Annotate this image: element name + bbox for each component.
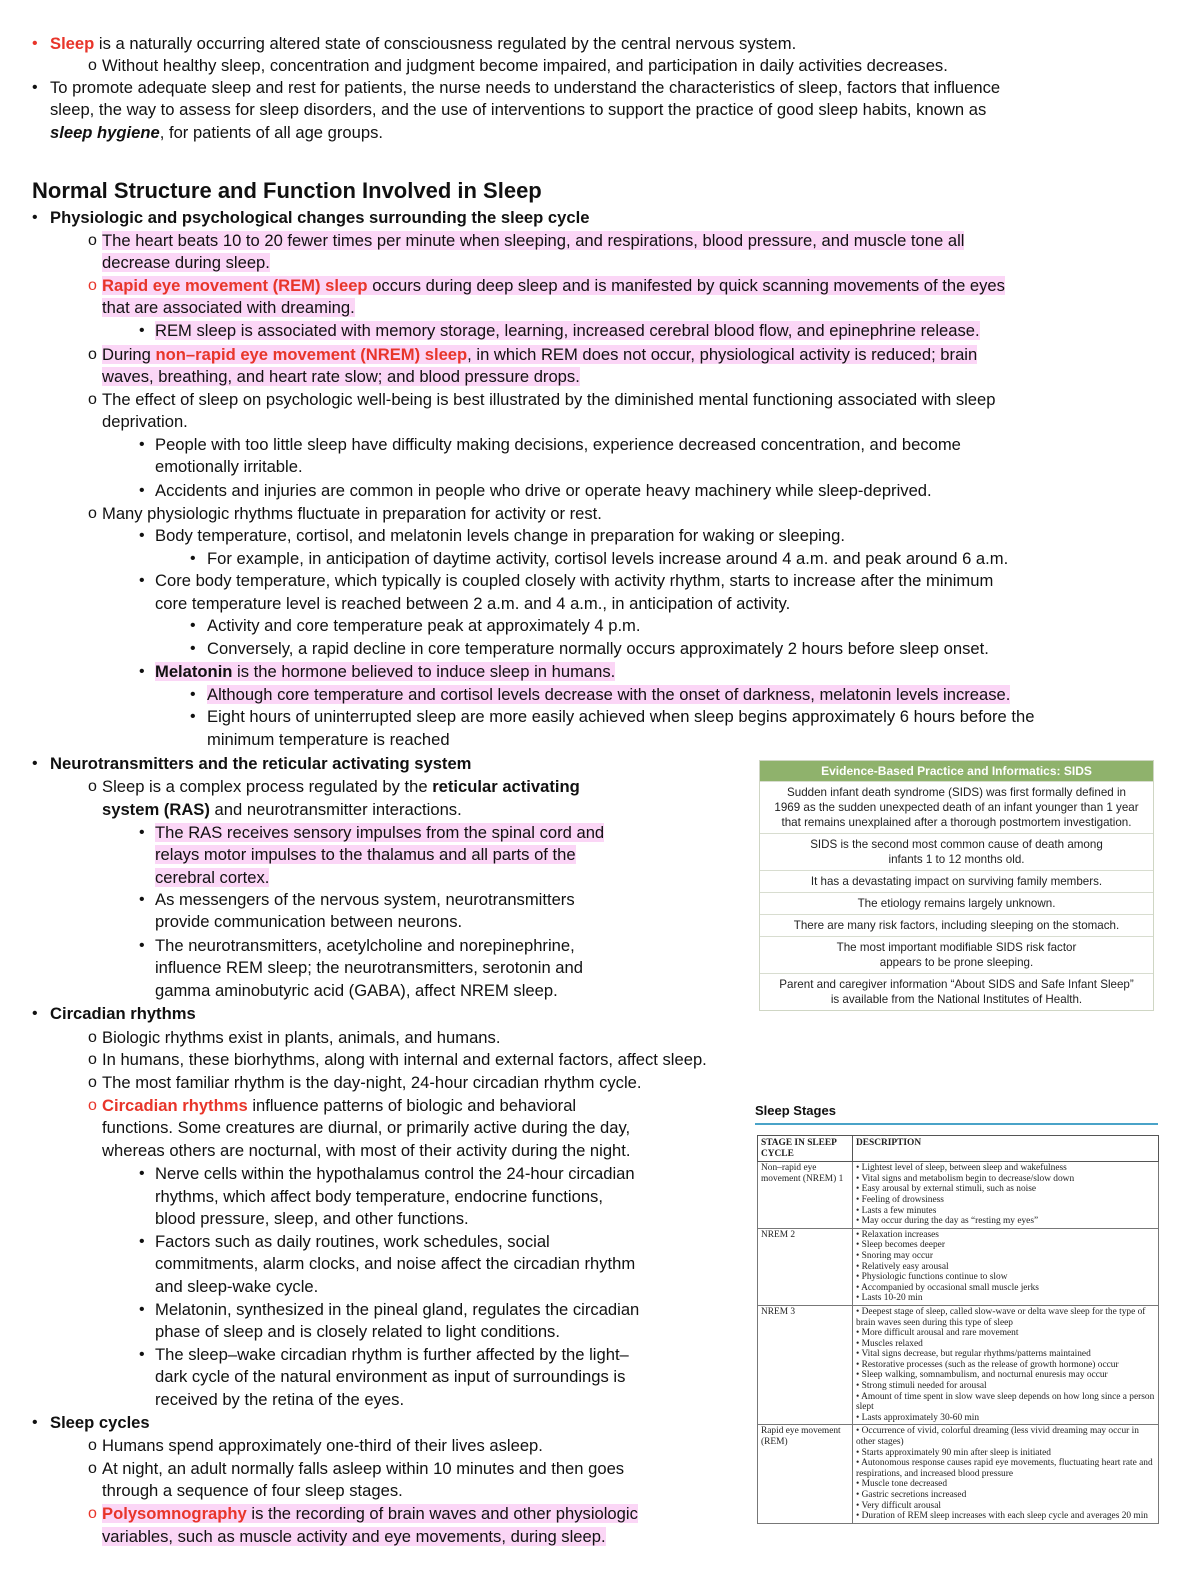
description-cell: [853, 1305, 1159, 1425]
point-line: core temperature level is reached between 2 a.m. and 4 a.m., in anticipation of activity.: [155, 594, 791, 613]
point-line: Many physiologic rhythms fluctuate in preparation for activity or rest.: [102, 504, 602, 523]
list-item: • Sleep becomes deeper: [856, 1240, 1155, 1251]
stage-cell: Rapid eye movement (REM): [758, 1425, 853, 1523]
bullet: •: [139, 1346, 145, 1363]
point-line: Core body temperature, which typically is coupled closely with activity rhythm, starts to increase after the minimum: [155, 571, 994, 590]
stage-cell: NREM 3: [758, 1305, 853, 1425]
intro-sub-point: Without healthy sleep, concentration and judgment become impaired, and participation in daily activities decreases.: [102, 56, 948, 75]
list-item: • Physiologic functions continue to slow: [856, 1272, 1155, 1283]
list-item: • Amount of time spent in slow wave sleep depends on how long since a person slept: [856, 1392, 1155, 1413]
stage-cell: NREM 2: [758, 1228, 853, 1305]
point-line: whereas others are nocturnal, with most of their activity during the night.: [102, 1141, 631, 1160]
bullet: o: [88, 1097, 97, 1114]
point-line: Sleep is a complex process regulated by the reticular activating: [102, 777, 580, 796]
stage-cell: Non–rapid eye movement (NREM) 1: [758, 1162, 853, 1229]
point-line: As messengers of the nervous system, neurotransmitters: [155, 890, 575, 909]
bullet: •: [139, 572, 145, 589]
table-row: [758, 1305, 1159, 1425]
bullet: o: [88, 1460, 97, 1477]
bullet: •: [32, 1005, 38, 1022]
description-cell: [853, 1162, 1159, 1229]
bullet: •: [139, 1165, 145, 1182]
list-item: • May occur during the day as “resting my eyes”: [856, 1216, 1155, 1227]
point-line: through a sequence of four sleep stages.: [102, 1481, 403, 1500]
point-line: Factors such as daily routines, work schedules, social: [155, 1232, 550, 1251]
point-line: emotionally irritable.: [155, 457, 303, 476]
point-line: provide communication between neurons.: [155, 912, 463, 931]
sids-row-line: The most important modifiable SIDS risk factor: [836, 941, 1077, 954]
bullet: o: [88, 277, 97, 294]
point-line: The RAS receives sensory impulses from the spinal cord and: [155, 823, 605, 842]
point-line: The heart beats 10 to 20 fewer times per minute when sleeping, and respirations, blood pressure, and muscle tone all: [102, 231, 965, 250]
point-line: Melatonin is the hormone believed to induce sleep in humans.: [155, 662, 616, 681]
list-item: • Strong stimuli needed for arousal: [856, 1381, 1155, 1392]
sids-box-row: [760, 936, 1153, 973]
sids-box-title: Evidence-Based Practice and Informatics: SIDS: [760, 761, 1153, 781]
point-line: Although core temperature and cortisol levels decrease with the onset of darkness, melatonin levels increase.: [207, 685, 1011, 704]
list-item: • Very difficult arousal: [856, 1501, 1155, 1512]
sids-box-row: [760, 973, 1153, 1010]
point-line: deprivation.: [102, 412, 188, 431]
topic-title: Sleep cycles: [50, 1413, 150, 1432]
point-line: blood pressure, sleep, and other functions.: [155, 1209, 469, 1228]
list-item: • Deepest stage of sleep, called slow-wave or delta wave sleep for the type of brain waves seen during this type of sleep: [856, 1307, 1155, 1328]
point-line: Nerve cells within the hypothalamus control the 24-hour circadian: [155, 1164, 635, 1183]
sids-box-row: [760, 781, 1153, 833]
point-line: functions. Some creatures are diurnal, or primarily active during the day,: [102, 1118, 631, 1137]
point-line: Circadian rhythms influence patterns of biologic and behavioral: [102, 1096, 577, 1115]
list-item: • Occurrence of vivid, colorful dreaming (less vivid dreaming may occur in other stages): [856, 1426, 1155, 1447]
topic-title: Neurotransmitters and the reticular activating system: [50, 754, 472, 773]
point-line: The neurotransmitters, acetylcholine and norepinephrine,: [155, 936, 575, 955]
bullet: o: [88, 1051, 97, 1068]
list-item: • Sleep walking, somnambulism, and nocturnal enuresis may occur: [856, 1370, 1155, 1381]
point-line: decrease during sleep.: [102, 253, 270, 272]
list-item: • Lasts 10-20 min: [856, 1293, 1155, 1304]
bullet: •: [32, 79, 38, 96]
list-item: • Duration of REM sleep increases with each sleep cycle and averages 20 min: [856, 1511, 1155, 1522]
point-line: The effect of sleep on psychologic well-being is best illustrated by the diminished mental functioning associated with sleep: [102, 390, 996, 409]
point-line: Humans spend approximately one-third of their lives asleep.: [102, 1436, 543, 1455]
sleep-stages-title: Sleep Stages: [755, 1103, 836, 1118]
list-item: • Lasts a few minutes: [856, 1206, 1155, 1217]
list-item: • Vital signs decrease, but regular rhythms/patterns maintained: [856, 1349, 1155, 1360]
bullet: •: [139, 322, 145, 339]
list-item: • More difficult arousal and rare movement: [856, 1328, 1155, 1339]
table-row: [758, 1162, 1159, 1229]
list-item: • Muscle tone decreased: [856, 1479, 1155, 1490]
bullet: o: [88, 1505, 97, 1522]
point-line: waves, breathing, and heart rate slow; and blood pressure drops.: [102, 367, 580, 386]
point-line: Melatonin, synthesized in the pineal gland, regulates the circadian: [155, 1300, 640, 1319]
list-item: • Feeling of drowsiness: [856, 1195, 1155, 1206]
description-cell: [853, 1425, 1159, 1523]
list-item: • Restorative processes (such as the release of growth hormone) occur: [856, 1360, 1155, 1371]
sids-row-line: infants 1 to 12 months old.: [888, 853, 1025, 866]
sids-row-line: Sudden infant death syndrome (SIDS) was first formally defined in: [787, 786, 1126, 799]
bullet: •: [190, 708, 196, 725]
bullet: o: [88, 1074, 97, 1091]
point-line: cerebral cortex.: [155, 868, 270, 887]
bullet: •: [139, 436, 145, 453]
sids-row-line: There are many risk factors, including sleeping on the stomach.: [793, 919, 1120, 932]
bullet: •: [139, 891, 145, 908]
list-item: • Lightest level of sleep, between sleep and wakefulness: [856, 1163, 1155, 1174]
bullet: •: [139, 937, 145, 954]
point-line: For example, in anticipation of daytime activity, cortisol levels increase around 4 a.m. and peak around 6 a.m.: [207, 549, 1009, 568]
bullet: •: [32, 755, 38, 772]
list-item: • Starts approximately 90 min after sleep is initiated: [856, 1448, 1155, 1459]
sids-box-row: [760, 870, 1153, 892]
point-line: Activity and core temperature peak at approximately 4 p.m.: [207, 616, 641, 635]
list-item: • Relatively easy arousal: [856, 1262, 1155, 1273]
point-line: Eight hours of uninterrupted sleep are more easily achieved when sleep begins approximately 6 hours before the: [207, 707, 1035, 726]
sids-box-rows: [760, 781, 1153, 1010]
sids-evidence-box: [759, 760, 1154, 1011]
bullet: •: [139, 824, 145, 841]
point-line: gamma aminobutyric acid (GABA), affect NREM sleep.: [155, 981, 558, 1000]
list-item: • Gastric secretions increased: [856, 1490, 1155, 1501]
intro-paragraph: Sleep is a naturally occurring altered state of consciousness regulated by the central nervous system.: [50, 34, 797, 53]
sleep-stages-rule: [755, 1123, 1158, 1125]
sids-row-line: Parent and caregiver information “About SIDS and Safe Infant Sleep”: [779, 978, 1134, 991]
point-line: During non–rapid eye movement (NREM) sleep, in which REM does not occur, physiological activity is reduced; brain: [102, 345, 978, 364]
point-line: At night, an adult normally falls asleep within 10 minutes and then goes: [102, 1459, 625, 1478]
point-line: The sleep–wake circadian rhythm is further affected by the light–: [155, 1345, 629, 1364]
bullet: o: [88, 505, 97, 522]
bullet: •: [190, 640, 196, 657]
bullet: •: [139, 663, 145, 680]
list-item: • Vital signs and metabolism begin to decrease/slow down: [856, 1174, 1155, 1185]
point-line: People with too little sleep have difficulty making decisions, experience decreased concentration, and become: [155, 435, 961, 454]
bullet: •: [139, 482, 145, 499]
point-line: The most familiar rhythm is the day-night, 24-hour circadian rhythm cycle.: [102, 1073, 642, 1092]
sids-row-line: SIDS is the second most common cause of death among: [810, 838, 1103, 851]
point-line: Rapid eye movement (REM) sleep occurs during deep sleep and is manifested by quick scanning movements of the eyes: [102, 276, 1005, 295]
bullet: •: [139, 1233, 145, 1250]
point-line: Conversely, a rapid decline in core temperature normally occurs approximately 2 hours before sleep onset.: [207, 639, 989, 658]
bullet: •: [32, 209, 38, 226]
section-heading: Normal Structure and Function Involved in Sleep: [32, 178, 542, 203]
sleep-stages-table: [757, 1135, 1159, 1524]
list-item: • Snoring may occur: [856, 1251, 1155, 1262]
sids-row-line: appears to be prone sleeping.: [879, 956, 1034, 969]
point-line: Accidents and injuries are common in people who drive or operate heavy machinery while sleep-deprived.: [155, 481, 932, 500]
point-line: Polysomnography is the recording of brain waves and other physiologic: [102, 1504, 638, 1523]
column-header: DESCRIPTION: [853, 1136, 1159, 1162]
list-item: • Easy arousal by external stimuli, such as noise: [856, 1184, 1155, 1195]
list-item: • Autonomous response causes rapid eye movements, fluctuating heart rate and respirations, and increased blood pressure: [856, 1458, 1155, 1479]
list-item: • Lasts approximately 30-60 min: [856, 1413, 1155, 1424]
point-line: variables, such as muscle activity and eye movements, during sleep.: [102, 1527, 606, 1546]
bullet: o: [88, 57, 97, 74]
bullet: •: [190, 686, 196, 703]
bullet: •: [190, 550, 196, 567]
point-line: REM sleep is associated with memory storage, learning, increased cerebral blood flow, and epinephrine release.: [155, 321, 980, 340]
sids-row-line: It has a devastating impact on surviving family members.: [810, 875, 1103, 888]
point-line: In humans, these biorhythms, along with internal and external factors, affect sleep.: [102, 1050, 707, 1069]
bullet: o: [88, 1437, 97, 1454]
bullet: o: [88, 391, 97, 408]
table-row: [758, 1228, 1159, 1305]
list-item: • Accompanied by occasional small muscle jerks: [856, 1283, 1155, 1294]
list-item: • Relaxation increases: [856, 1230, 1155, 1241]
sids-box-row: [760, 914, 1153, 936]
point-line: commitments, alarm clocks, and noise affect the circadian rhythm: [155, 1254, 636, 1273]
sids-box-row: [760, 892, 1153, 914]
bullet: •: [190, 617, 196, 634]
point-line: rhythms, which affect body temperature, endocrine functions,: [155, 1187, 603, 1206]
bullet: •: [139, 527, 145, 544]
point-line: Biologic rhythms exist in plants, animals, and humans.: [102, 1028, 501, 1047]
bullet: o: [88, 232, 97, 249]
intro-paragraph-line: To promote adequate sleep and rest for patients, the nurse needs to understand the characteristics of sleep, factors that influence: [50, 78, 1001, 97]
bullet: •: [139, 1301, 145, 1318]
column-header: STAGE IN SLEEP CYCLE: [758, 1136, 853, 1162]
bullet: o: [88, 346, 97, 363]
topic-title: Circadian rhythms: [50, 1004, 196, 1023]
sids-row-line: that remains unexplained after a thorough postmortem investigation.: [781, 816, 1132, 829]
description-cell: [853, 1228, 1159, 1305]
sids-row-line: is available from the National Institutes of Health.: [830, 993, 1083, 1006]
point-line: system (RAS) and neurotransmitter interactions.: [102, 800, 462, 819]
point-line: influence REM sleep; the neurotransmitters, serotonin and: [155, 958, 583, 977]
bullet: •: [32, 35, 38, 52]
sleep-stages-body: [758, 1162, 1159, 1524]
point-line: relays motor impulses to the thalamus and all parts of the: [155, 845, 576, 864]
bullet: •: [32, 1414, 38, 1431]
point-line: that are associated with dreaming.: [102, 298, 355, 317]
point-line: phase of sleep and is closely related to light conditions.: [155, 1322, 560, 1341]
point-line: and sleep-wake cycle.: [155, 1277, 319, 1296]
intro-paragraph-line: sleep hygiene, for patients of all age groups.: [50, 123, 383, 142]
point-line: minimum temperature is reached: [207, 730, 450, 749]
point-line: Body temperature, cortisol, and melatonin levels change in preparation for waking or sleeping.: [155, 526, 845, 545]
bullet: o: [88, 1029, 97, 1046]
sids-box-row: [760, 833, 1153, 870]
sids-row-line: The etiology remains largely unknown.: [857, 897, 1056, 910]
sids-row-line: 1969 as the sudden unexpected death of an infant younger than 1 year: [774, 801, 1139, 814]
table-row: [758, 1425, 1159, 1523]
intro-paragraph-line: sleep, the way to assess for sleep disorders, and the use of interventions to support the practice of good sleep habits, known as: [50, 100, 987, 119]
bullet: o: [88, 778, 97, 795]
point-line: dark cycle of the natural environment as input of surroundings is: [155, 1367, 626, 1386]
topic-title: Physiologic and psychological changes surrounding the sleep cycle: [50, 208, 590, 227]
point-line: received by the retina of the eyes.: [155, 1390, 405, 1409]
list-item: • Muscles relaxed: [856, 1339, 1155, 1350]
